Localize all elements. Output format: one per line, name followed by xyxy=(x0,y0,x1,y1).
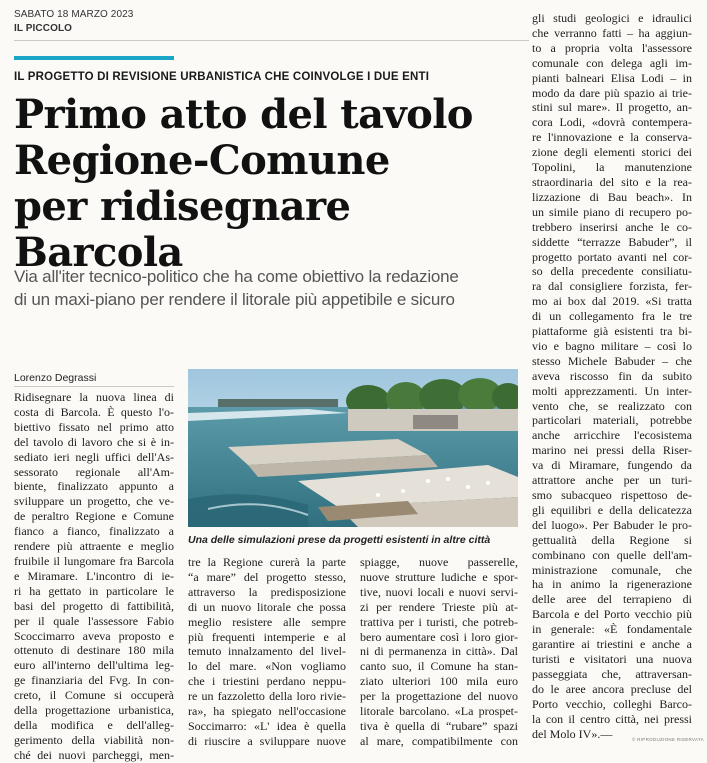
body-line: zi per rendere Trieste più at- xyxy=(360,599,518,614)
body-line: gli studi geologici e idraulici xyxy=(532,11,692,25)
body-line: che i triestini perdano neppu- xyxy=(188,674,346,689)
headline-line: Primo atto del tavolo xyxy=(14,91,473,138)
body-line: vento che, se realizzato con xyxy=(532,398,692,413)
section-accent-bar xyxy=(14,56,174,60)
body-line: in generale: «È fondamentale xyxy=(532,622,692,637)
body-line: spiagge, nuove passerelle, xyxy=(360,555,518,569)
body-line: ottenuto di destinare 180 mila xyxy=(14,643,174,658)
subtitle xyxy=(14,265,519,311)
body-line: Ridisegnare la nuova linea di xyxy=(14,390,174,404)
body-line: della modifica e dell'alleg- xyxy=(14,717,174,732)
article-photo xyxy=(188,369,518,527)
body-line: ché dei nuovi parcheggi, men- xyxy=(14,747,174,762)
body-line: delle aree del terrapieno di xyxy=(532,592,692,607)
body-line: sessorato regionale all'Am- xyxy=(14,464,174,479)
body-line: gettualità della Regione si xyxy=(532,532,692,547)
body-line: molti apprezzamenti. Un inter- xyxy=(532,383,692,398)
body-line: tre la Regione curerà la parte xyxy=(188,555,346,569)
body-line: ha in animo la rigenerazione xyxy=(532,577,692,592)
body-line: del tavolo di lavoro che si è in- xyxy=(14,434,174,449)
body-line: temuto innalzamento del livel- xyxy=(188,644,346,659)
body-line: biettivo fissato nel primo atto xyxy=(14,419,174,434)
body-line: fruibile il lungomare fra Barcola xyxy=(14,553,174,568)
body-line: del Molo IV».— xyxy=(532,726,613,741)
body-line: modo da dare più spazio ai trie- xyxy=(532,85,692,100)
body-line: biente, finalizzato appunto a xyxy=(14,479,174,494)
body-line: vio e bagno militare – così lo xyxy=(532,338,692,353)
body-line: di un collegamento fra le tre xyxy=(532,309,692,324)
body-line: litorale barcolano. «La prospet- xyxy=(360,704,518,719)
body-line: trattiva per i turisti, che potreb- xyxy=(360,614,518,629)
body-line: bero aumentare così i loro gior- xyxy=(360,629,518,644)
headline-line: Regione-Comune xyxy=(14,137,390,184)
byline: Lorenzo Degrassi xyxy=(14,372,97,384)
body-line: del luogo». Per Babuder le pro- xyxy=(532,517,692,532)
photo-caption: Una delle simulazioni prese da progetti esistenti in altre città xyxy=(188,534,491,546)
body-line: combinano con quelle dell'am- xyxy=(532,547,692,562)
body-line: fianco a fianco, finalizzato a xyxy=(14,524,174,539)
body-line: della progettazione urbanistica, xyxy=(14,703,174,718)
body-line: re un fazzoletto della loro rivie- xyxy=(188,689,346,704)
body-line: lo del mare. «Non vogliamo xyxy=(188,659,346,674)
body-line: comunale con delega agli im- xyxy=(532,55,692,70)
body-line: ri ha gettato in particolare le xyxy=(14,583,174,598)
body-line: più frequenti intemperie e al xyxy=(188,629,346,644)
subtitle-line: di un maxi-piano per rendere il litorale più appetibile e sicuro xyxy=(14,290,455,309)
body-line: rendere più attraente e meglio xyxy=(14,539,174,554)
body-line: al mare, compatibilmente con xyxy=(360,733,518,748)
body-line: ra», ha spiegato nell'occasione xyxy=(188,704,346,719)
body-line: che verranno fatti – ha aggiun- xyxy=(532,25,692,40)
headline xyxy=(14,92,519,276)
body-line: gli equilibri e della delicatezza xyxy=(532,502,692,517)
body-line: garantire ai triestini e anche a xyxy=(532,637,692,652)
body-line: meglio resistere alle sempre xyxy=(188,614,346,629)
body-line: trebbero inserirsi anche le co- xyxy=(532,219,692,234)
body-line: “a mare” del progetto stesso, xyxy=(188,569,346,584)
body-line: per la progettazione del nuovo xyxy=(360,689,518,704)
body-column-2 xyxy=(188,555,346,749)
body-line: so della precedente consiliatu- xyxy=(532,264,692,279)
body-line: progetto portato avanti nel cor- xyxy=(532,249,692,264)
body-line: de peraltro Regione e Comune xyxy=(14,509,174,524)
body-line: smo subacqueo rispettoso de- xyxy=(532,488,692,502)
body-line: e Miramare. L'incontro di ie- xyxy=(14,568,174,583)
headline-line: per ridisegnare Barcola xyxy=(14,183,351,276)
body-line: tiva è quella di “rubare” spazi xyxy=(360,718,518,733)
body-line: turisti e visitatori una nuova xyxy=(532,651,692,666)
body-line: cora Lodi, «dovrà contempera- xyxy=(532,115,692,130)
body-line: va di Miramare, fungendo da xyxy=(532,458,692,473)
body-line: stesso Michele Babuder – che xyxy=(532,353,692,368)
body-line: un simile piano di recupero po- xyxy=(532,204,692,219)
body-line: attrattore anche per un turi- xyxy=(532,473,692,488)
body-line: do le aree ancora precluse del xyxy=(532,681,692,696)
issue-date: SABATO 18 MARZO 2023 xyxy=(14,9,134,20)
body-line: particolari materiali, potrebbe xyxy=(532,413,692,428)
body-line: costa di Barcola. È questo l'o- xyxy=(14,404,174,419)
body-line: anche arricchire l'ecosistema xyxy=(532,428,692,443)
header-rule xyxy=(14,40,529,41)
body-line: Topolini, la manutenzione xyxy=(532,160,692,175)
body-column-3 xyxy=(360,555,518,749)
body-line: Porto vecchio, colleghi Barco- xyxy=(532,696,692,711)
body-line: ministrazione comunale, che xyxy=(532,562,692,577)
body-line: tive, nuovi locali e nuovi servi- xyxy=(360,584,518,599)
body-column-1 xyxy=(14,390,174,763)
body-line: gerimento della viabilità non- xyxy=(14,732,174,747)
body-line: straordinaria del sito e la rea- xyxy=(532,174,692,189)
body-line: creto, il Comune si occuperà xyxy=(14,688,174,703)
copyright-notice: © RIPRODUZIONE RISERVATA xyxy=(632,737,704,742)
body-column-4 xyxy=(532,11,692,741)
body-line: passeggiata che, attraversan- xyxy=(532,666,692,681)
body-line: re l'innovazione e la conserva- xyxy=(532,130,692,145)
newspaper-name: IL PICCOLO xyxy=(14,23,73,34)
body-line: per il quale l'assessore Fabio xyxy=(14,613,174,628)
body-line: aveva riscosso fin da subito xyxy=(532,368,692,383)
body-line: zione degli elementi storici dei xyxy=(532,145,692,160)
body-line: piattaforme già esistenti tra bi- xyxy=(532,324,692,339)
body-line: Scoccimarro aveva proposto e xyxy=(14,628,174,643)
body-line: Barcola e del Porto vecchio più xyxy=(532,607,692,622)
body-line: lizzazione di Bau beach». In xyxy=(532,189,692,204)
kicker: IL PROGETTO DI REVISIONE URBANISTICA CHE COINVOLGE I DUE ENTI xyxy=(14,71,430,83)
body-line: sviluppare un progetto, che ve- xyxy=(14,494,174,509)
body-line: nuove strutture ludiche e spor- xyxy=(360,569,518,584)
body-line: ra dal consigliere forzista, fer- xyxy=(532,279,692,294)
byline-rule xyxy=(14,386,174,387)
body-line: di riuscire a sviluppare nuove xyxy=(188,733,346,748)
body-line: Soccimarro: «L' idea è quella xyxy=(188,718,346,733)
subtitle-line: Via all'iter tecnico-politico che ha come obiettivo la redazione xyxy=(14,267,459,286)
body-line: canto suo, il Comune ha stan- xyxy=(360,659,518,674)
body-line: la con il centro città, nei pressi xyxy=(532,711,692,726)
body-line: ge finanziaria del Fvg. In con- xyxy=(14,673,174,688)
body-line: siddette “terrazze Babuder”, il xyxy=(532,234,692,249)
body-line: ni di permanenza in città». Dal xyxy=(360,644,518,659)
body-line: mo ai box dal 2019. «Si tratta xyxy=(532,294,692,309)
body-line: basi del progetto di fattibilità, xyxy=(14,598,174,613)
body-line: pianti balneari Elisa Lodi – in xyxy=(532,70,692,85)
body-line: attraverso la predisposizione xyxy=(188,584,346,599)
body-line: stini sul mare». Il progetto, an- xyxy=(532,100,692,115)
body-line: ziato ulteriori 100 mila euro xyxy=(360,674,518,689)
body-line: di un nuovo litorale che possa xyxy=(188,599,346,614)
body-line: sediato ieri negli uffici dell'As- xyxy=(14,449,174,464)
body-line: euro all'interno dell'ultima leg- xyxy=(14,658,174,673)
body-line: marino nei pressi della Riser- xyxy=(532,443,692,458)
beach-simulation-image xyxy=(188,369,518,527)
body-line: to a propria volta l'assessore xyxy=(532,40,692,55)
